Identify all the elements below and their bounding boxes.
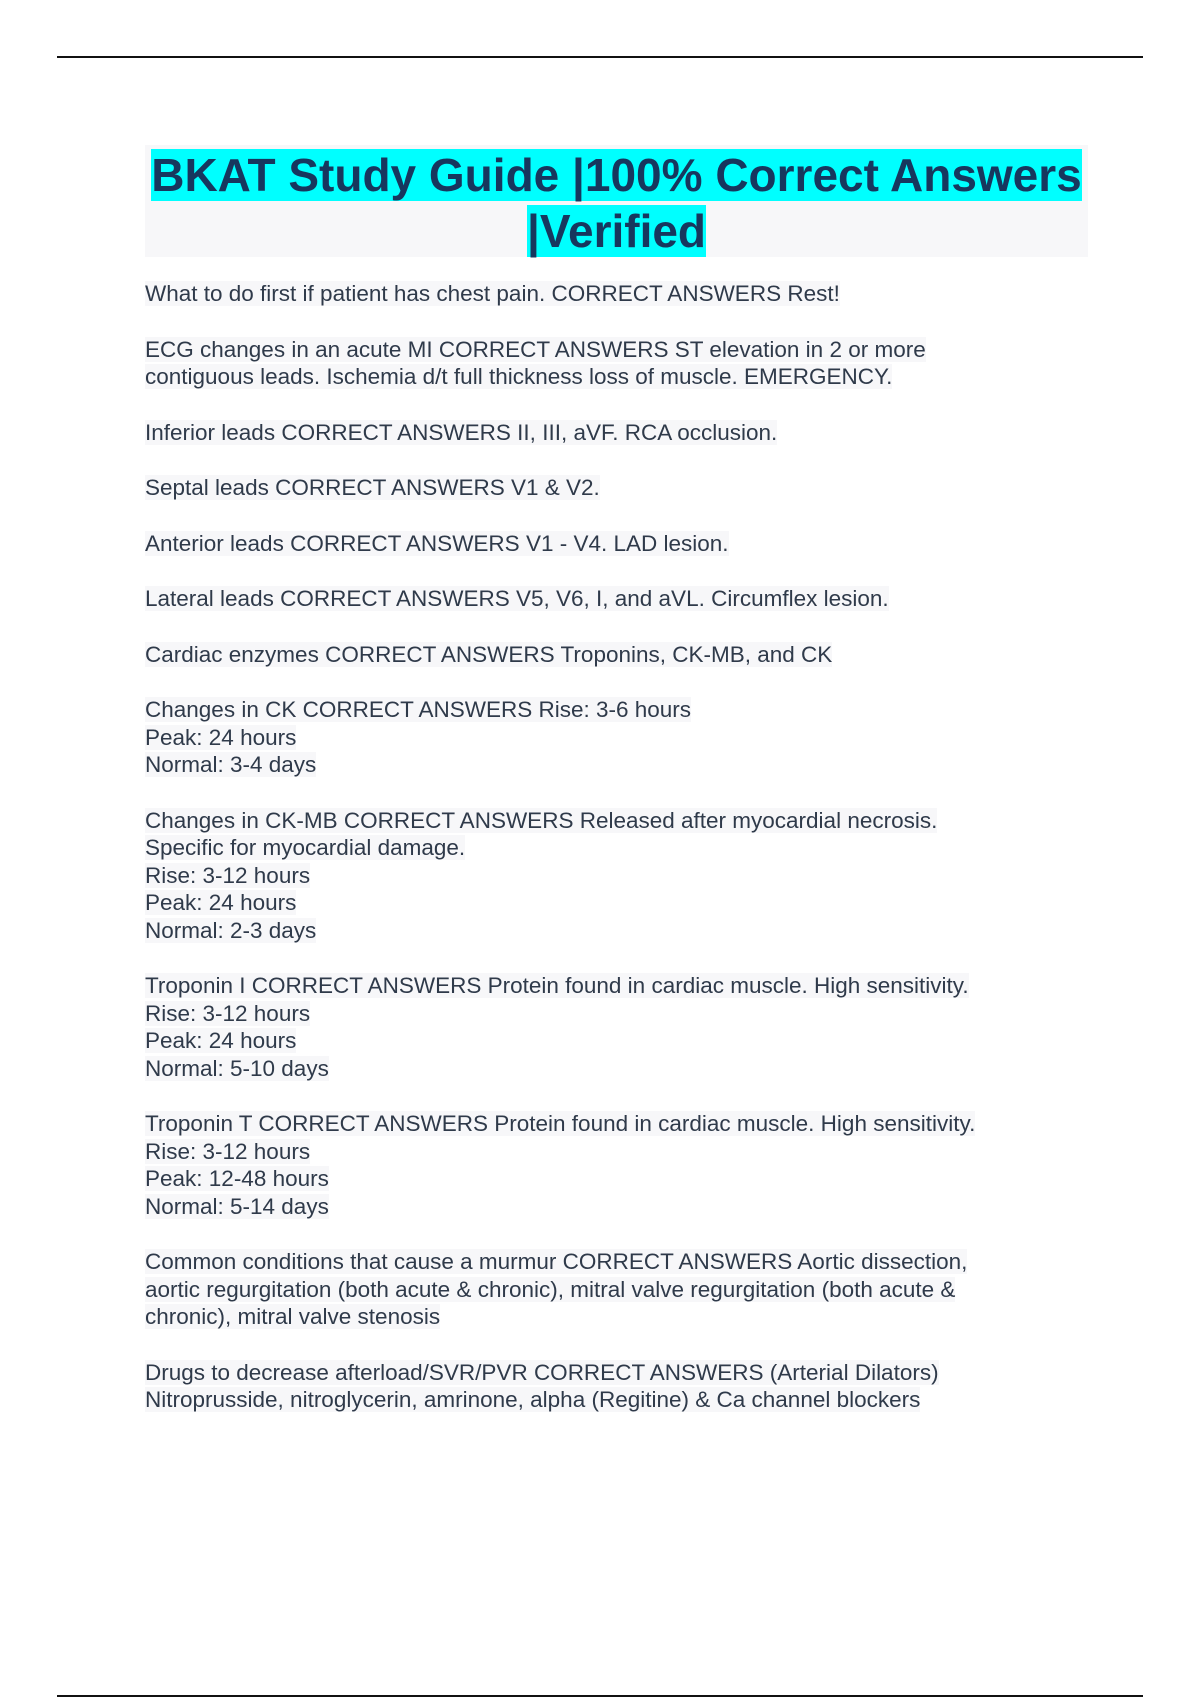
- qa-entry: [145, 807, 1095, 945]
- qa-line: Troponin T CORRECT ANSWERS Protein found in cardiac muscle. High sensitivity.: [145, 1111, 976, 1136]
- qa-entry: [145, 280, 1095, 308]
- qa-entry: [145, 1359, 1095, 1414]
- qa-line: Specific for myocardial damage.: [145, 835, 466, 860]
- qa-list: [145, 280, 1095, 1442]
- qa-line: Inferior leads CORRECT ANSWERS II, III, aVF. RCA occlusion.: [145, 419, 778, 445]
- qa-line: Rise: 3-12 hours: [145, 1138, 311, 1164]
- qa-line: Nitroprusside, nitroglycerin, amrinone, alpha (Regitine) & Ca channel blockers: [145, 1387, 921, 1412]
- qa-line: Peak: 24 hours: [145, 1028, 297, 1053]
- title-band: [145, 145, 1088, 257]
- qa-line: Troponin I CORRECT ANSWERS Protein found in cardiac muscle. High sensitivity.: [145, 973, 969, 998]
- qa-line: What to do first if patient has chest pain. CORRECT ANSWERS Rest!: [145, 281, 840, 306]
- document-title: [145, 145, 1088, 259]
- qa-line: Lateral leads CORRECT ANSWERS V5, V6, I, and aVL. Circumflex lesion.: [145, 586, 889, 611]
- qa-line: Rise: 3-12 hours: [145, 1000, 311, 1026]
- qa-line: Changes in CK CORRECT ANSWERS Rise: 3-6 hours: [145, 697, 692, 722]
- bottom-rule: [57, 1695, 1143, 1697]
- qa-line: Common conditions that cause a murmur CORRECT ANSWERS Aortic dissection,: [145, 1249, 968, 1274]
- qa-line: Anterior leads CORRECT ANSWERS V1 - V4. LAD lesion.: [145, 530, 729, 556]
- qa-line: Normal: 5-10 days: [145, 1055, 329, 1081]
- qa-line: Cardiac enzymes CORRECT ANSWERS Troponins, CK-MB, and CK: [145, 641, 833, 667]
- qa-line: Peak: 24 hours: [145, 890, 297, 915]
- title-highlight: BKAT Study Guide |100% Correct Answers |Verified: [151, 149, 1082, 257]
- qa-line: Peak: 24 hours: [145, 724, 297, 750]
- qa-line: contiguous leads. Ischemia d/t full thickness loss of muscle. EMERGENCY.: [145, 364, 893, 389]
- qa-line: Changes in CK-MB CORRECT ANSWERS Released after myocardial necrosis.: [145, 807, 938, 833]
- qa-line: Normal: 3-4 days: [145, 752, 317, 777]
- qa-entry: [145, 474, 1095, 502]
- qa-entry: [145, 1110, 1095, 1220]
- top-rule: [57, 56, 1143, 58]
- qa-line: ECG changes in an acute MI CORRECT ANSWERS ST elevation in 2 or more: [145, 336, 926, 362]
- qa-entry: [145, 585, 1095, 613]
- qa-entry: [145, 419, 1095, 447]
- qa-entry: [145, 972, 1095, 1082]
- qa-line: aortic regurgitation (both acute & chronic), mitral valve regurgitation (both acute &: [145, 1276, 956, 1302]
- qa-line: Peak: 12-48 hours: [145, 1166, 329, 1191]
- qa-entry: [145, 1248, 1095, 1331]
- qa-entry: [145, 641, 1095, 669]
- qa-line: Drugs to decrease afterload/SVR/PVR CORRECT ANSWERS (Arterial Dilators): [145, 1359, 939, 1385]
- qa-line: Septal leads CORRECT ANSWERS V1 & V2.: [145, 475, 600, 500]
- qa-entry: [145, 530, 1095, 558]
- qa-line: Rise: 3-12 hours: [145, 862, 311, 888]
- qa-line: Normal: 2-3 days: [145, 917, 317, 943]
- qa-entry: [145, 696, 1095, 779]
- qa-line: Normal: 5-14 days: [145, 1193, 329, 1219]
- qa-entry: [145, 336, 1095, 391]
- qa-line: chronic), mitral valve stenosis: [145, 1304, 441, 1329]
